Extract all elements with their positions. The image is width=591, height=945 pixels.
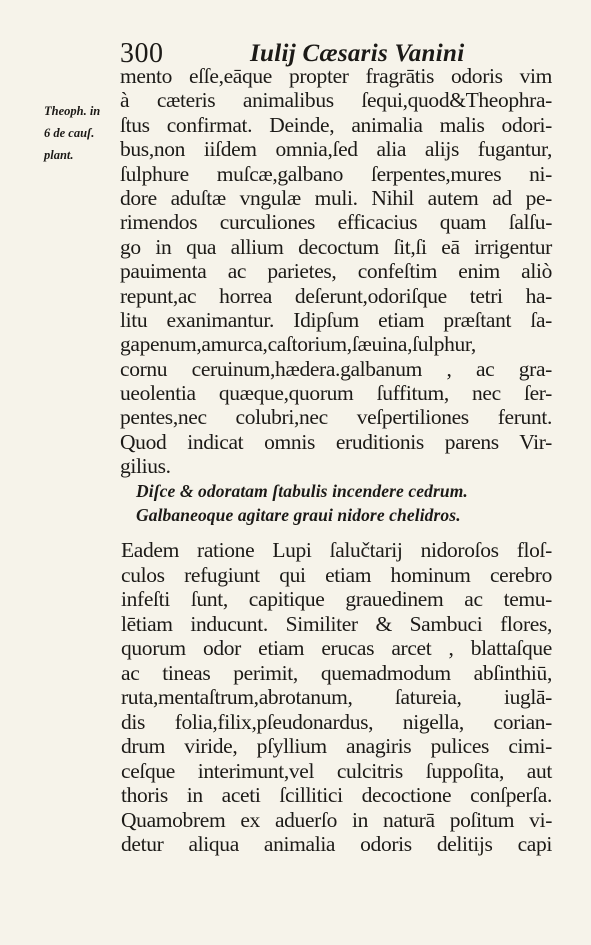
marginal-citation-line: plant. — [44, 148, 74, 162]
text-line: ueolentia quæque,quorum ſuffitum, nec ſer- — [120, 381, 552, 406]
text-line: ceſque interimunt,vel culcitris ſuppoſita, aut — [121, 758, 552, 783]
text-line: go in qua allium decoctum ſit,ſi eā irrigentur — [120, 234, 552, 259]
text-line: gapenum,amurca,caſtorium,ſæuina,ſulphur, — [120, 332, 476, 357]
text-line: detur aliqua animalia odoris delitijs capi — [121, 832, 552, 856]
text-line: thoris in aceti ſcillitici decoctione conſperſa. — [121, 783, 552, 807]
text-line: lētiam inducunt. Similiter & Sambuci flores, — [121, 611, 552, 636]
text-line: Quod indicat omnis eruditionis parens Vir- — [120, 429, 552, 454]
text-line: pauimenta ac parietes, confeſtim enim aliò — [120, 259, 552, 284]
marginal-citation — [44, 100, 122, 166]
text-line: dis folia,filix,pſeudonardus, nigella, corian- — [121, 709, 552, 734]
text-line: cornu ceruinum,hædera.galbanum , ac gra- — [120, 356, 552, 381]
text-line: Quamobrem ex aduerſo in naturā poſitum vi- — [121, 807, 552, 832]
text-line: quorum odor etiam erucas arcet , blattaſque — [121, 636, 552, 660]
text-line: Eadem ratione Lupi ſalučtarij nidoroſos floſ- — [121, 538, 552, 562]
text-line: ſulphure muſcæ,galbano ſerpentes,mures ni- — [120, 161, 552, 186]
text-line: infeſti ſunt, capitique grauedinem ac temu- — [121, 587, 552, 611]
verse-quotation-line: Diſce & odoratam ſtabulis incendere cedrum. — [136, 480, 468, 501]
marginal-citation-line: 6 de cauſ. — [44, 126, 95, 140]
text-line: mento eſſe,eāque propter fragrātis odoris vim — [120, 64, 552, 88]
text-line: repunt,ac horrea deſerunt,odoriſque tetri ha- — [120, 283, 552, 308]
text-line: culos refugiunt qui etiam hominum cerebro — [121, 562, 552, 587]
verse-quotation-line: Galbaneoque agitare graui nidore chelidros. — [136, 504, 461, 525]
text-line: ſtus confirmat. Deinde, animalia malis odori- — [120, 112, 552, 137]
text-line: dore aduſtæ vngulæ muli. Nihil autem ad pe- — [120, 185, 552, 210]
main-text-block — [120, 64, 552, 527]
text-line: rimendos curculiones efficacius quam ſalſu- — [120, 210, 552, 235]
running-head: Iulij Cæsaris Vanini — [250, 40, 465, 67]
text-line: ac tineas perimit, quemadmodum abſinthiū, — [121, 660, 552, 685]
page-number: 300 — [120, 38, 164, 69]
text-line: bus,non iiſdem omnia,ſed alia alijs fugantur, — [120, 137, 552, 162]
text-line: gilius. — [120, 454, 171, 479]
text-line: pentes,nec colubri,nec veſpertiliones ferunt. — [120, 405, 552, 430]
text-line: ruta,mentaſtrum,abrotanum, ſatureia, iuglā- — [121, 685, 552, 709]
second-paragraph — [121, 538, 552, 857]
text-line: drum viride, pſyllium anagiris pulices cimi- — [121, 734, 552, 758]
text-line: litu exanimantur. Idipſum etiam præſtant ſa- — [120, 307, 552, 332]
marginal-citation-line: Theoph. in — [44, 104, 101, 118]
text-line: à cæteris animalibus ſequi,quod&Theophra- — [120, 88, 552, 113]
